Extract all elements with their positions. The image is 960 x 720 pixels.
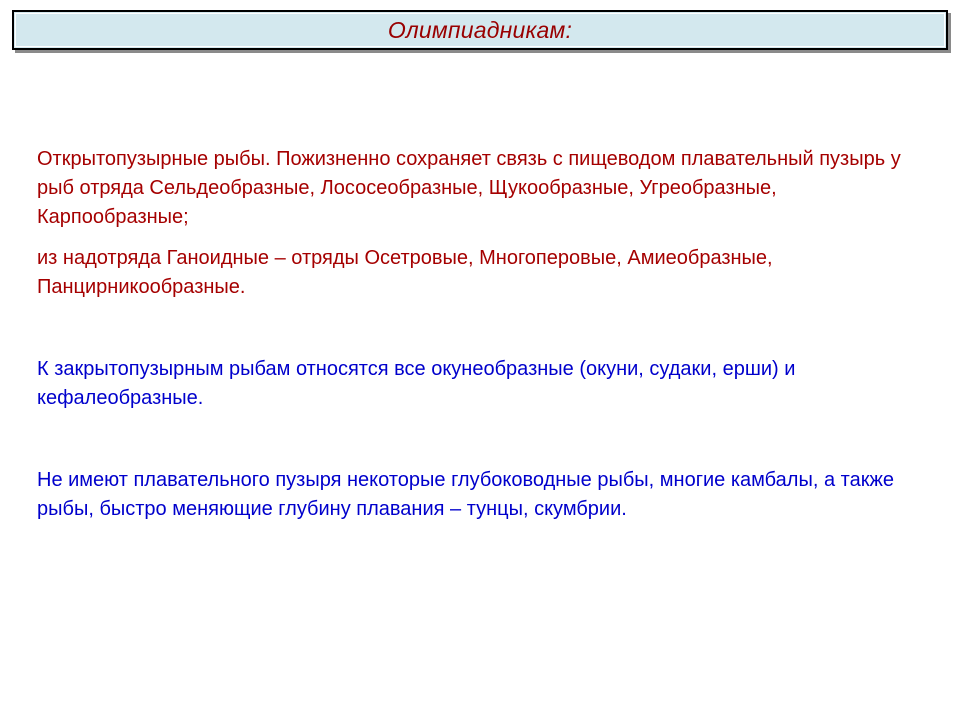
paragraph-open-bladder-fish: Открытопузырные рыбы. Пожизненно сохраняет связь с пищеводом плавательный пузырь у рыб отряда Сельдеобразные, Лососеобразные, Щукообразные, Угреобразные, Карпообразные; bbox=[37, 148, 901, 228]
title-banner bbox=[12, 10, 948, 50]
paragraph-ganoid-superorder: из надотряда Ганоидные – отряды Осетровые, Многоперовые, Амиеобразные, Панцирникообразные. bbox=[37, 247, 773, 298]
paragraph-closed-bladder-fish: К закрытопузырным рыбам относятся все окунеобразные (окуни, судаки, ерши) и кефалеобразные. bbox=[37, 358, 796, 409]
slide-title: Олимпиадникам: bbox=[387, 16, 573, 43]
paragraph-no-bladder-fish: Не имеют плавательного пузыря некоторые глубоководные рыбы, многие камбалы, а также рыбы, быстро меняющие глубину плавания – тунцы, скумбрии. bbox=[37, 469, 894, 520]
